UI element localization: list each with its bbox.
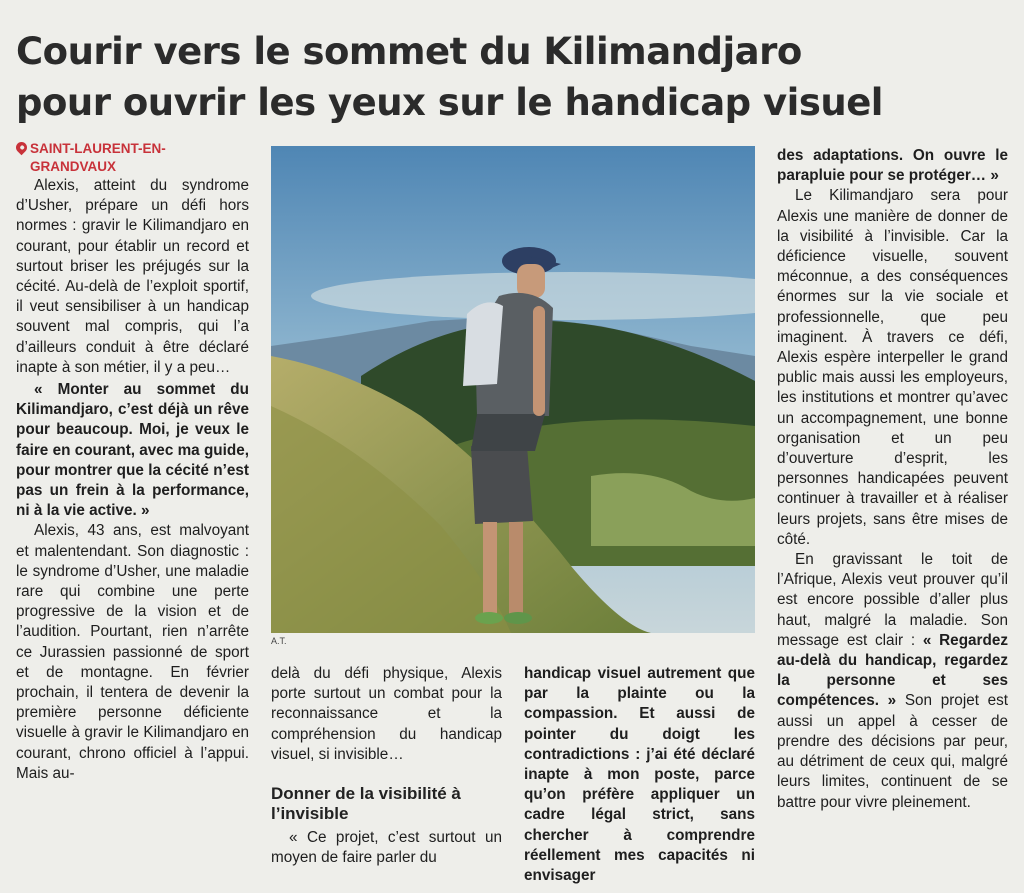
- headline-line-1: Courir vers le sommet du Kilimandjaro: [16, 30, 802, 73]
- location-label: SAINT-LAURENT-EN-GRANDVAUX: [30, 141, 166, 174]
- quote-paragraph: « Monter au sommet du Kilimandjaro, c’est déjà un rêve pour beaucoup. Moi, je veux le faire en courant, avec ma guide, pour montrer que la cécité n’est pas un frein à la performance, ni à la vie active. »: [16, 381, 249, 520]
- headline: [16, 26, 1016, 128]
- quote-continued-paragraph: handicap visuel autrement que par la plainte ou la compassion. Et aussi de pointer du doigt les contradictions : j’ai été déclaré inapte à mon poste, parce qu’on préfère appliquer un cadre légal strict, sans chercher à comprendre réellement mes capacités ni envisager: [524, 665, 755, 885]
- closing-text-start: En gravissant le toit de l’Afrique, Alexis veut prouver qu’il est encore possible d’aller plus haut, malgré la maladie. Son message est clair :: [777, 551, 1008, 649]
- mountain-runner-image: [271, 146, 755, 633]
- section-subheading: Donner de la visibilité à l’invisible: [271, 784, 461, 824]
- quote-start-paragraph: « Ce projet, c’est surtout un moyen de faire parler du: [271, 829, 502, 867]
- quote-end-paragraph: des adaptations. On ouvre le parapluie pour se protéger… »: [777, 147, 1008, 185]
- closing-quote: « Regardez au-delà du handicap, regardez la personne et ses compétences. »: [777, 631, 1008, 710]
- location-tag: [16, 140, 249, 176]
- body-paragraph: Alexis, 43 ans, est malvoyant et malentendant. Son diagnostic : le syndrome d’Usher, une maladie rare qui combine une perte progressive de la vision et de l’audition. Pourtant, rien n’arrête ce Jurassien passionné de sport et de montagne. En février prochain, il tentera de devenir la première personne déficiente visuelle à gravir le Kilimandjaro en courant, chrono officiel à l’appui. Mais au-: [16, 522, 249, 782]
- kilimanjaro-paragraph: Le Kilimandjaro sera pour Alexis une manière de donner de la visibilité à l’invisible. Car la déficience visuelle, souvent méconnue, a des conséquences énormes sur la vie sociale et professionnelle, que peu imaginent. À travers ce défi, Alexis espère interpeller le grand public mais aussi les employeurs, les institutions et montrer qu’avec un accompagnement, une bonne organisation et un peu d’ouverture d’esprit, les personnes handicapées peuvent continuer à travailler et à réaliser leurs projets, sans être mises de côté.: [777, 187, 1008, 548]
- article-photo: [271, 146, 755, 633]
- headline-line-2: pour ouvrir les yeux sur le handicap visuel: [16, 81, 883, 124]
- column-4: [777, 146, 1008, 813]
- closing-paragraph: [777, 550, 1008, 813]
- column-1: [16, 140, 249, 784]
- photo-credit: A.T.: [271, 636, 287, 646]
- closing-text-end: Son projet est aussi un appel à cesser de prendre des décisions par peur, au détriment de ceux qui, malgré leurs limites, continuent de se battre pour vivre pleinement.: [777, 692, 1009, 811]
- intro-paragraph: Alexis, atteint du syndrome d’Usher, prépare un défi hors normes : gravir le Kilimandjaro en courant, pour établir un record et surtout briser les préjugés sur la cécité. Au-delà de l’exploit sportif, il veut sensibiliser à un handicap souvent mal compris, qui l’a d’ailleurs conduit à être déclaré inapte à son métier, il y a peu…: [16, 177, 249, 376]
- location-pin-icon: [14, 140, 30, 156]
- body-paragraph-continued: delà du défi physique, Alexis porte surtout un combat pour la reconnaissance et la compréhension du handicap visuel, si invisible…: [271, 665, 502, 763]
- column-2: [271, 664, 502, 868]
- column-3: [524, 664, 755, 886]
